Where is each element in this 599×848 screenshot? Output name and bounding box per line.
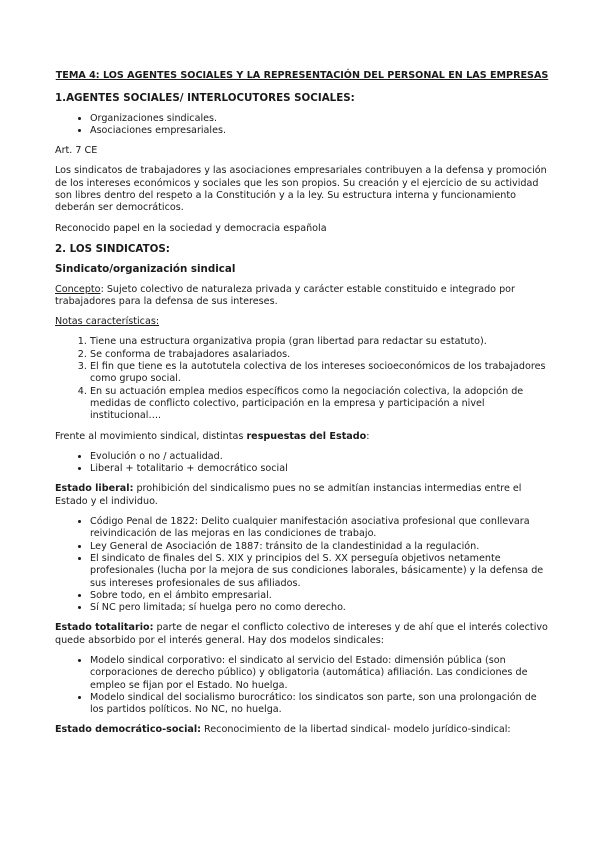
frente-paragraph xyxy=(55,431,549,443)
list-item: • Asociaciones empresariales. xyxy=(90,125,549,137)
list-item: 1. Tiene una estructura organizativa propia (gran libertad para redactar su estatuto). xyxy=(90,336,549,348)
totalitario-paragraph xyxy=(55,622,549,647)
concept-label: Concepto xyxy=(55,283,101,295)
list-item: • Ley General de Asociación de 1887: tránsito de la clandestinidad a la regulación. xyxy=(90,541,549,553)
concept-paragraph xyxy=(55,284,549,309)
section1-heading: 1.AGENTES SOCIALES/ INTERLOCUTORES SOCIALES: xyxy=(55,92,355,105)
list-item: • Evolución o no / actualidad. xyxy=(90,451,549,463)
section1-note: Reconocido papel en la sociedad y democracia española xyxy=(55,222,327,234)
totalitario-text: parte de negar el conflicto colectivo de intereses y de ahí que el interés colectivo quede absorbido por el interés general. Hay dos modelos sindicales: xyxy=(55,622,548,646)
list-item: • Sobre todo, en el ámbito empresarial. xyxy=(90,590,549,602)
concept-text: : Sujeto colectivo de naturaleza privada y carácter estable constituido e integrado por trabajadores para la defensa de sus intereses. xyxy=(55,283,515,307)
article-paragraph: Los sindicatos de trabajadores y las asociaciones empresariales contribuyen a la defensa y promoción de los intereses económicos y sociales que les son propios. Su creación y el ejercicio de su actividad son libres dentro del respeto a la Constitución y a la ley. Su estructura interna y funcionamiento deberán ser democráticos. xyxy=(55,165,547,214)
democratico-text: Reconocimiento de la libertad sindical- modelo jurídico-sindical: xyxy=(201,724,511,736)
responses-list xyxy=(55,451,549,476)
list-item: 4. En su actuación emplea medios específicos como la negociación colectiva, la adopción de medidas de conflicto colectivo, participación en la empresa y participación a nivel institucional…. xyxy=(90,386,549,423)
section2-heading: 2. LOS SINDICATOS: xyxy=(55,242,170,255)
section2-subheading: Sindicato/organización sindical xyxy=(55,263,236,276)
document-page xyxy=(55,70,549,745)
liberal-list xyxy=(55,516,549,614)
frente-bold: respuestas del Estado xyxy=(246,430,367,442)
list-item: • Organizaciones sindicales. xyxy=(90,113,549,125)
section1-list xyxy=(55,113,549,138)
totalitario-list xyxy=(55,655,549,716)
liberal-text: prohibición del sindicalismo pues no se admitían instancias intermedias entre el Estado y el individuo. xyxy=(55,483,522,507)
democratico-paragraph xyxy=(55,724,549,736)
liberal-paragraph xyxy=(55,483,549,508)
list-item: 2. Se conforma de trabajadores asalariados. xyxy=(90,349,549,361)
notes-label-text: Notas características: xyxy=(55,316,160,328)
democratico-label: Estado democrático-social: xyxy=(55,724,201,736)
liberal-label: Estado liberal: xyxy=(55,483,134,495)
list-item: • Código Penal de 1822: Delito cualquier manifestación asociativa profesional que conllevara reivindicación de las mejoras en las condiciones de trabajo. xyxy=(90,516,549,541)
document-title: TEMA 4: LOS AGENTES SOCIALES Y LA REPRESENTACIÓN DEL PERSONAL EN LAS EMPRESAS xyxy=(55,70,549,81)
frente-text: Frente al movimiento sindical, distintas xyxy=(55,430,247,442)
list-item: • Modelo sindical corporativo: el sindicato al servicio del Estado: dimensión pública (son corporaciones de derecho público) y obligatoria (automática) afiliación. Las condiciones de empleo se fijan por el Estado. No huelga. xyxy=(90,655,549,692)
list-item: • Modelo sindical del socialismo burocrático: los sindicatos son parte, son una prolongación de los partidos políticos. No NC, no huelga. xyxy=(90,692,549,717)
list-item: • Sí NC pero limitada; sí huelga pero no como derecho. xyxy=(90,602,549,614)
notes-list xyxy=(55,336,549,422)
article-reference: Art. 7 CE xyxy=(55,145,98,157)
list-item: • Liberal + totalitario + democrático social xyxy=(90,463,549,475)
list-item: 3. El fin que tiene es la autotutela colectiva de los intereses socioeconómicos de los trabajadores como grupo social. xyxy=(90,361,549,386)
notes-label xyxy=(55,316,549,328)
totalitario-label: Estado totalitario: xyxy=(55,622,154,634)
frente-end: : xyxy=(366,430,370,442)
list-item: • El sindicato de finales del S. XIX y principios del S. XX perseguía objetivos netamente profesionales (lucha por la mejora de sus condiciones laborales, básicamente) y la defensa de sus intereses profesionales de sus afiliados. xyxy=(90,553,549,590)
